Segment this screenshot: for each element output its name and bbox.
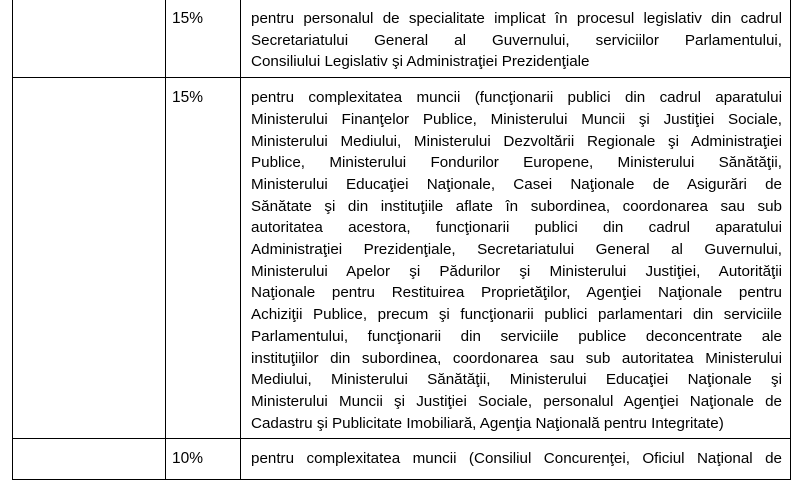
text-line: Consiliului Legislativ şi Administraţiei Prezidenţiale	[251, 53, 590, 71]
text-line: Cadastru şi Publicitate Imobiliară, Agenţia Naţională pentru Integritate)	[251, 414, 724, 432]
percent-cell	[166, 439, 241, 480]
table-row	[13, 0, 791, 78]
description-text	[241, 0, 790, 77]
text-line: Parlamentului, funcţionarii din serviciile publice deconcentrate ale	[251, 327, 782, 345]
text-line: Sănătate şi din instituţiile aflate în subordinea, coordonarea sau sub	[251, 197, 782, 215]
description-cell	[241, 439, 791, 480]
empty-cell	[13, 0, 166, 78]
text-line: Ministerului Muncii şi Justiţiei Sociale, personalul Agenţiei Naţionale de	[251, 392, 782, 410]
text-line: instituţiilor din subordinea, coordonarea sau sub autoritatea Ministerului	[251, 349, 782, 367]
text-line: Achiziţii Publice, precum şi funcţionarii publici parlamentari din serviciile	[251, 306, 782, 324]
percent-cell	[166, 78, 241, 439]
text-line: pentru complexitatea muncii (Consiliul Concurenţei, Oficiul Naţional de	[251, 450, 782, 468]
text-line: Ministerului Educaţiei Naţionale, Casei Naţionale de Asigurări de	[251, 175, 782, 193]
text-line: pentru complexitatea muncii (funcţionarii publici din cadrul aparatului	[251, 89, 782, 107]
text-line: Ministerului Mediului, Ministerului Dezvoltării Regionale şi Administraţiei	[251, 132, 782, 150]
description-text	[241, 439, 790, 474]
percent-value: 15%	[172, 89, 204, 107]
text-line: pentru personalul de specialitate implicat în procesul legislativ din cadrul	[251, 10, 782, 27]
text-line: Administraţiei Prezidenţiale, Secretariatului General al Guvernului,	[251, 241, 782, 259]
text-line: autoritatea acestora, funcţionarii publici din cadrul aparatului	[251, 219, 782, 237]
document-table	[12, 0, 791, 480]
text-line: Ministerului Finanţelor Publice, Ministerului Muncii şi Justiţiei Sociale,	[251, 110, 782, 128]
text-line: Publice, Ministerului Fondurilor Europene, Ministerului Sănătăţii,	[251, 154, 782, 172]
description-text	[241, 78, 790, 438]
table-row	[13, 78, 791, 439]
percent-value: 10%	[172, 450, 204, 468]
description-cell	[241, 78, 791, 439]
description-cell	[241, 0, 791, 78]
text-line: Secretariatului General al Guvernului, serviciilor Parlamentului,	[251, 31, 782, 49]
table-row	[13, 439, 791, 480]
text-line: Ministerului Apelor şi Pădurilor şi Ministerului Justiţiei, Autorităţii	[251, 262, 782, 280]
percent-cell	[166, 0, 241, 78]
text-line: Naţionale pentru Restituirea Proprietăţilor, Agenţiei Naţionale pentru	[251, 284, 782, 302]
empty-cell	[13, 78, 166, 439]
empty-cell	[13, 439, 166, 480]
text-line: Mediului, Ministerului Sănătăţii, Ministerului Educaţiei Naţionale şi	[251, 371, 782, 389]
percent-value: 15%	[172, 10, 204, 27]
